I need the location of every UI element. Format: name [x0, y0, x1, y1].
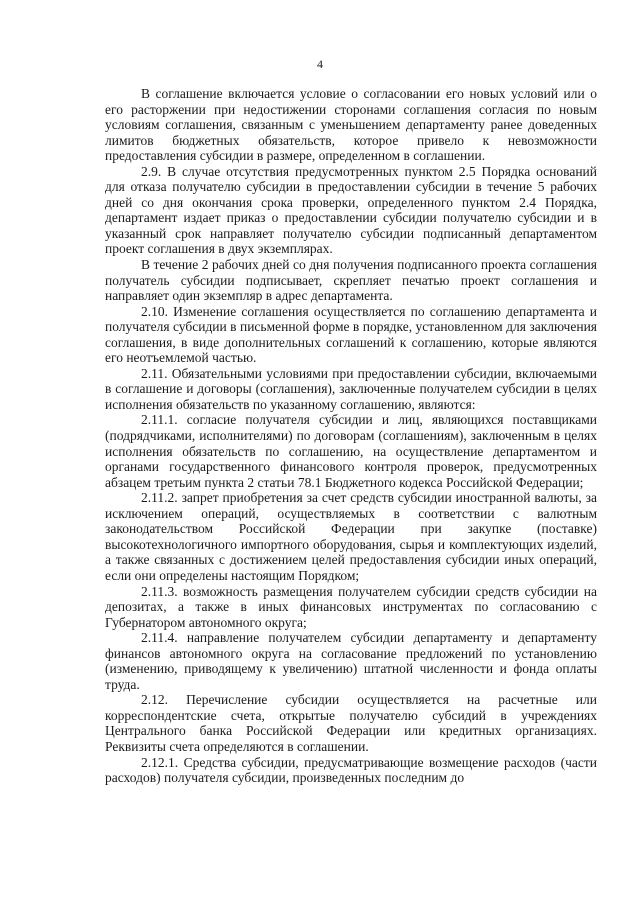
document-body	[105, 86, 597, 786]
paragraph-2-11-4: 2.11.4. направление получателем субсидии департаменту и департаменту финансов автономного округа на согласование предложений по установлению (изменению, приводящему к увеличению) штатной численности и фонда оплаты труда.	[105, 630, 597, 692]
paragraph-2-10: 2.10. Изменение соглашения осуществляется по соглашению департамента и получателя субсидии в письменной форме в порядке, установленном для заключения соглашения, в виде дополнительных соглашений к соглашению, которые являются его неотъемлемой частью.	[105, 303, 597, 366]
paragraph-signing: В течение 2 рабочих дней со дня получения подписанного проекта соглашения получатель субсидии подписывает, скрепляет печатью проект соглашения и направляет один экземпляр в адрес департамента.	[105, 257, 597, 304]
paragraph-2-11-1: 2.11.1. согласие получателя субсидии и лиц, являющихся поставщиками (подрядчиками, исполнителями) по договорам (соглашениям), заключенным в целях исполнения обязательств по соглашению, на осуществление департаментом и органами государственного финансового контроля проверок, предусмотренных абзацем третьим пункта 2 статьи 78.1 Бюджетного кодекса Российской Федерации;	[105, 412, 597, 490]
paragraph-2-11-2: 2.11.2. запрет приобретения за счет средств субсидии иностранной валюты, за исключением операций, осуществляемых в соответствии с валютным законодательством Российской Федерации при закупке (поставке) высокотехнологичного импортного оборудования, сырья и комплектующих изделий, а также связанных с достижением целей предоставления субсидии иных операций, если они определены настоящим Порядком;	[105, 490, 597, 583]
paragraph-2-11-3: 2.11.3. возможность размещения получателем субсидии средств субсидии на депозитах, а также в иных финансовых инструментах по согласованию с Губернатором автономного округа;	[105, 583, 597, 630]
paragraph-agreement-condition: В соглашение включается условие о согласовании его новых условий или о его расторжении при недостижении сторонами соглашения согласия по новым условиям соглашения, связанным с уменьшением департаменту ранее доведенных лимитов бюджетных обязательств, которое привело к невозможности предоставления субсидии в размере, определенном в соглашении.	[105, 86, 597, 164]
paragraph-2-11: 2.11. Обязательными условиями при предоставлении субсидии, включаемыми в соглашение и договоры (соглашения), заключенные получателем субсидии в целях исполнения обязательств по указанному соглашению, являются:	[105, 365, 597, 412]
paragraph-2-12: 2.12. Перечисление субсидии осуществляется на расчетные или корреспондентские счета, открытые получателю субсидий в учреждениях Центрального банка Российской Федерации или кредитных организациях. Реквизиты счета определяются в соглашении.	[105, 692, 597, 754]
paragraph-2-12-1: 2.12.1. Средства субсидии, предусматривающие возмещение расходов (части расходов) получателя субсидии, произведенных последним до	[105, 754, 597, 786]
paragraph-2-9: 2.9. В случае отсутствия предусмотренных пунктом 2.5 Порядка оснований для отказа получателю субсидии в предоставлении субсидии в течение 5 рабочих дней со дня окончания срока проверки, определенного пунктом 2.4 Порядка, департамент издает приказ о предоставлении субсидии получателю субсидии и в указанный срок направляет получателю субсидии подписанный департаментом проект соглашения в двух экземплярах.	[105, 163, 597, 257]
page-number: 4	[317, 57, 323, 71]
